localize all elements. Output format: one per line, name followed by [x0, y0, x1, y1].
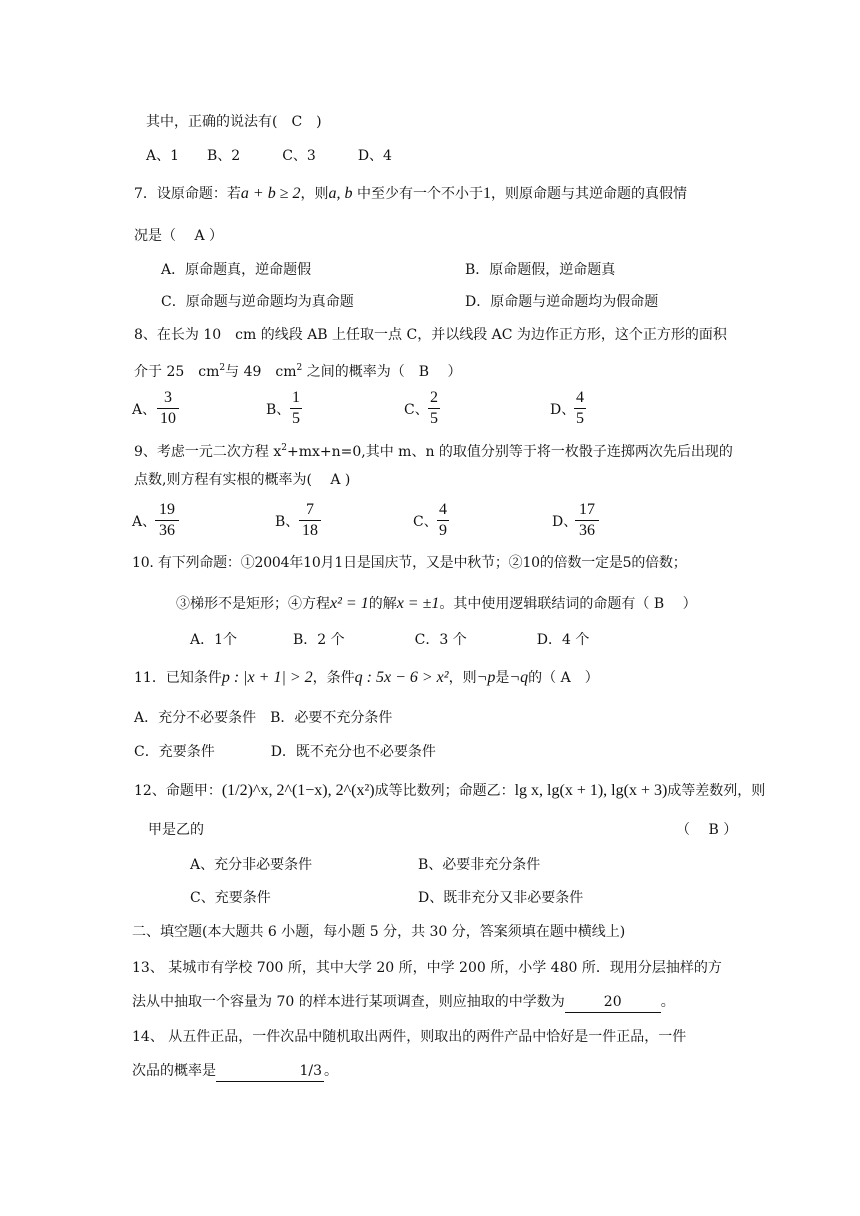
q9-stem-line1	[134, 438, 733, 462]
q8-text-mid: 与 49 cm	[225, 364, 297, 380]
q7-option-b: B．原命题假，逆命题真	[465, 262, 616, 278]
q8-text-pre: 介于 25 cm	[134, 364, 220, 380]
q7-text-mid: ，则	[300, 186, 329, 202]
fraction-numerator: 7	[306, 501, 314, 518]
q7-option-a: A．原命题真，逆命题假	[161, 262, 312, 278]
q7-stem-line1	[134, 184, 687, 204]
q12-option-d: D、既非充分又非必要条件	[418, 890, 584, 906]
q11-options-ab: A．充分不必要条件 B．必要不充分条件	[134, 710, 393, 726]
q11-text-mid: ，条件	[312, 670, 355, 686]
q8-option-b-label: B、	[266, 402, 291, 418]
q8-text-post: 之间的概率为（ B ）	[306, 364, 462, 380]
fraction-numerator: 19	[159, 501, 175, 518]
q12-option-c: C、充要条件	[190, 890, 271, 906]
fraction-denominator: 36	[579, 522, 595, 539]
fraction-numerator: 17	[579, 501, 595, 518]
q8-option-a-label: A、	[132, 402, 157, 418]
q11-not-p: ¬p	[476, 669, 496, 686]
q11-options-cd: C．充要条件 D．既不充分也不必要条件	[134, 744, 436, 760]
q10-options: A．1个 B．2 个 C．3 个 D．4 个	[190, 632, 590, 648]
fraction-denominator: 9	[439, 522, 447, 539]
q8-sup-2: 2	[296, 363, 303, 373]
q10-text-pre: ③梯形不是矩形；④方程	[176, 596, 330, 612]
q13-text-post: 。	[660, 994, 675, 1010]
q9-option-d-label: D、	[552, 514, 578, 530]
q14-answer-blank: 1/3	[216, 1061, 324, 1082]
q7-text-pre: 7．设原命题：若	[134, 186, 241, 202]
q8-option-c-fraction	[428, 389, 440, 428]
q9-stem-line2: 点数,则方程有实根的概率为( A )	[134, 472, 351, 488]
q13-text-pre: 法从中抽取一个容量为 70 的样本进行某项调查，则应抽取的中学数为	[132, 994, 565, 1010]
q9-option-b-label: B、	[275, 514, 300, 530]
q9-sup: 2	[281, 443, 287, 453]
q12-option-a: A、充分非必要条件	[190, 857, 313, 873]
q12-stem-line1	[134, 781, 765, 801]
q7-number-one: 1	[482, 185, 491, 202]
q9-option-c-fraction	[437, 501, 449, 540]
q14-text-pre: 次品的概率是	[132, 1063, 216, 1079]
q8-option-a-fraction	[157, 389, 179, 428]
fraction-numerator: 3	[164, 389, 172, 406]
fraction-numerator: 4	[439, 501, 447, 518]
q11-text-post: 的（ A ）	[528, 670, 599, 686]
q7-option-d: D．原命题与逆命题均为假命题	[465, 294, 659, 310]
q10-text-mid: 的解	[368, 596, 397, 612]
q9-option-c-label: C、	[413, 514, 438, 530]
q10-stem-line2	[176, 594, 697, 614]
q11-condition-q: q : 5x − 6 > x²	[354, 669, 449, 686]
fraction-denominator: 10	[160, 410, 176, 427]
fraction-denominator: 5	[430, 410, 438, 427]
q12-text-post: 成等差数列，则	[667, 783, 766, 799]
q8-option-d-label: D、	[550, 402, 576, 418]
fraction-numerator: 2	[430, 389, 438, 406]
q12-answer: （ B ）	[676, 822, 738, 838]
q7-option-c: C．原命题与逆命题均为真命题	[161, 294, 354, 310]
fraction-numerator: 1	[292, 389, 300, 406]
fraction-denominator: 5	[576, 410, 584, 427]
fraction-numerator: 4	[576, 389, 584, 406]
q7-condition-formula: a + b ≥ 2	[240, 185, 301, 202]
q7-vars-formula: a, b	[328, 185, 353, 202]
q8-option-b-fraction	[290, 389, 302, 428]
q8-stem-line2	[134, 358, 461, 382]
q6-options: A、1 B、2 C、3 D、4	[146, 148, 392, 164]
section-2-heading: 二、填空题(本大题共 6 小题，每小题 5 分，共 30 分，答案须填在题中横线上)	[132, 924, 626, 940]
q9-text-pre: 9、考虑一元二次方程 x	[134, 444, 282, 460]
q10-solution-formula: x = ±1	[396, 595, 440, 612]
q8-option-c-label: C、	[404, 402, 429, 418]
q13-stem-line1: 13、 某城市有学校 700 所，其中大学 20 所，中学 200 所，小学 480 所．现用分层抽样的方	[132, 960, 722, 976]
q12-sequence-1: (1/2)^x, 2^(1−x), 2^(x²)	[221, 782, 375, 799]
q8-option-d-fraction	[574, 389, 586, 428]
q11-text-pre: 11．已知条件	[134, 670, 222, 686]
q7-text-post: 中至少有一个不小于	[356, 186, 483, 202]
q11-text-mid3: 是	[495, 670, 510, 686]
q11-condition-p: p : |x + 1| > 2	[221, 669, 313, 686]
q12-text-mid: 成等比数列；命题乙：	[374, 783, 515, 799]
q12-sequence-2: lg x, lg(x + 1), lg(x + 3)	[514, 782, 668, 799]
q14-text-post: 。	[324, 1063, 338, 1079]
q9-option-a-label: A、	[132, 514, 157, 530]
q13-stem-line2	[132, 992, 675, 1013]
q12-stem-line2: 甲是乙的	[148, 822, 204, 838]
q9-option-d-fraction	[575, 501, 599, 540]
q14-stem-line2	[132, 1061, 338, 1082]
q11-not-q: ¬q	[509, 669, 529, 686]
q6-answer-line: 其中，正确的说法有( C )	[146, 114, 322, 130]
q9-option-b-fraction	[299, 501, 321, 540]
q12-text-pre: 12、命题甲：	[134, 783, 222, 799]
q11-stem	[134, 668, 599, 688]
fraction-denominator: 18	[302, 522, 318, 539]
fraction-denominator: 5	[292, 410, 300, 427]
q8-sup-1: 2	[219, 363, 226, 373]
q7-text-tail: ，则原命题与其逆命题的真假情	[490, 186, 687, 202]
q7-stem-line2: 况是（ A ）	[134, 228, 224, 244]
fraction-denominator: 36	[159, 522, 175, 539]
q10-stem-line1: 10. 有下列命题：①2004年10月1日是国庆节，又是中秋节；②10的倍数一定是5的倍数；	[132, 555, 687, 571]
q9-option-a-fraction	[155, 501, 179, 540]
q10-text-post: 。其中使用逻辑联结词的命题有（ B ）	[439, 596, 697, 612]
q11-text-mid2: ，则	[448, 670, 477, 686]
q13-answer-blank: 20	[565, 992, 661, 1013]
q10-equation-formula: x² = 1	[330, 595, 369, 612]
q14-stem-line1: 14、 从五件正品，一件次品中随机取出两件，则取出的两件产品中恰好是一件正品，一件	[132, 1029, 687, 1045]
q8-stem-line1: 8、在长为 10 cm 的线段 AB 上任取一点 C，并以线段 AC 为边作正方形，这个正方形的面积	[134, 327, 727, 343]
q12-option-b: B、必要非充分条件	[418, 857, 541, 873]
q9-text-post: +mx+n=0,其中 m、n 的取值分别等于将一枚骰子连掷两次先后出现的	[287, 444, 733, 460]
